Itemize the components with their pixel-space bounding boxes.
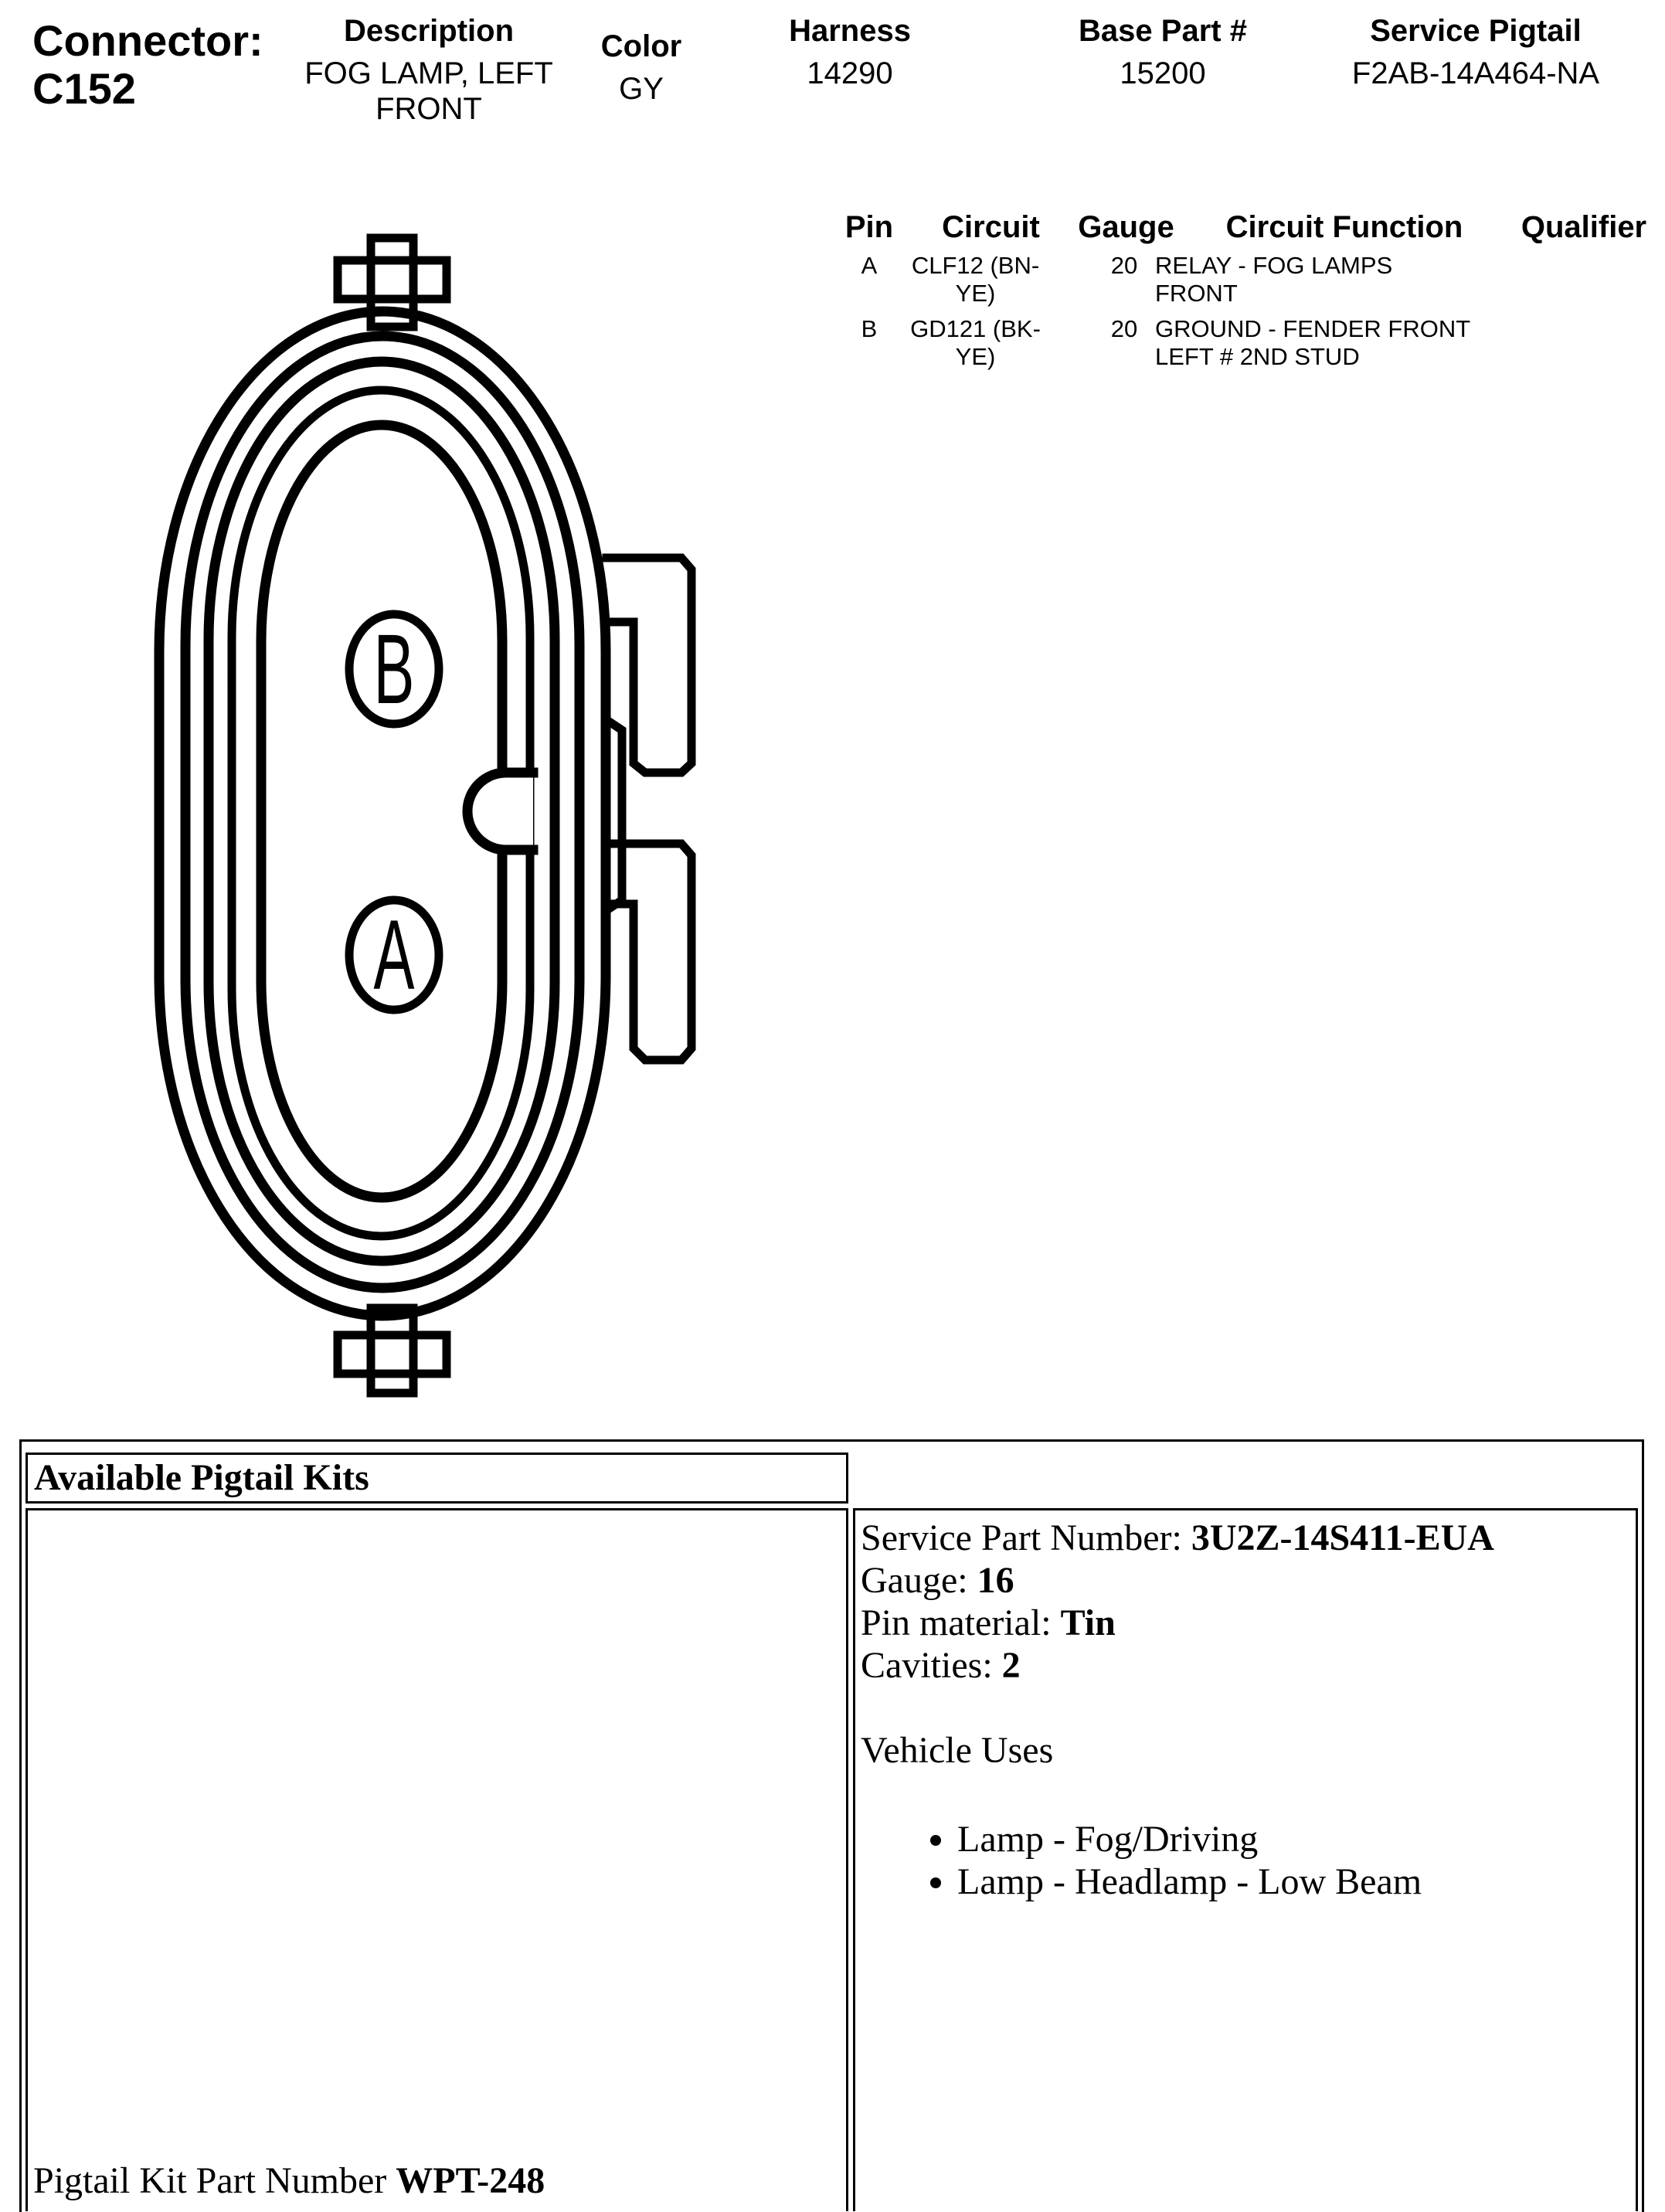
pigtail-kits-title: Available Pigtail Kits [34,1457,369,1498]
pin-id: A [861,252,878,279]
header-description [286,12,572,127]
pin-material-label: Pin material: [861,1602,1061,1643]
base-part-value: 15200 [1120,56,1206,90]
connector-label: Connector: [32,16,263,65]
pin-label-b: B [373,613,415,725]
list-item: • Lamp - Headlamp - Low Beam [957,1860,1626,1903]
keyway-notch [467,773,533,850]
pigtail-kit-specs [861,1517,1626,1903]
service-pigtail-title: Service Pigtail [1370,14,1582,48]
pin-table-header-qualifier: Qualifier [1521,210,1647,244]
pin-label-a: A [373,899,415,1011]
pigtail-kit-left-cell [25,1508,848,2211]
service-part-number-line [861,1517,1626,1559]
connector-heading [32,17,263,113]
kit-part-label: Pigtail Kit Part Number [33,2160,396,2201]
service-part-label: Service Part Number: [861,1517,1191,1558]
pigtail-kit-part-number [33,2159,545,2202]
header-harness [742,12,958,91]
table-row [834,252,1653,314]
harness-title: Harness [789,14,911,48]
pin-material-value: Tin [1060,1602,1116,1643]
vehicle-uses-label: Vehicle Uses [861,1730,1054,1771]
pin-table-header-gauge: Gauge [1078,210,1174,244]
side-tabs [607,558,691,1060]
circuit-function: GROUND - FENDER FRONT LEFT # 2ND STUD [1155,315,1470,370]
color-value: GY [619,72,664,106]
header-base-part [1028,12,1298,91]
connector-face-diagram [139,224,711,1414]
service-pigtail-value: F2AB-14A464-NA [1351,56,1600,90]
service-part-value: 3U2Z-14S411-EUA [1191,1517,1494,1558]
connector-id: C152 [32,64,136,113]
pin-table-header-circuit: Circuit [942,210,1040,244]
description-title: Description [343,14,515,48]
base-part-title: Base Part # [1079,14,1247,48]
pin-material-line [861,1602,1626,1644]
housing-outlines [159,311,606,1316]
pin-table-header-function: Circuit Function [1225,210,1463,244]
kit-part-value: WPT-248 [396,2160,545,2201]
pin-table-header-pin: Pin [844,210,894,244]
circuit-function: RELAY - FOG LAMPS FRONT [1155,252,1393,307]
pin-id: B [861,315,878,342]
circuit-code: GD121 (BK-YE) [910,315,1041,370]
vehicle-uses-list [861,1818,1626,1903]
header-color [572,28,711,107]
header-service-pigtail [1313,12,1638,91]
cavities-line [861,1644,1626,1687]
table-row [834,315,1653,377]
gauge-spec-value: 16 [977,1560,1014,1601]
bottom-latch [338,1308,447,1393]
gauge-line [861,1559,1626,1602]
cavities-label: Cavities: [861,1645,1002,1686]
list-item: • Lamp - Fog/Driving [957,1818,1626,1860]
pigtail-kit-right-cell [853,1508,1638,2211]
pigtail-kits-title-cell [25,1453,848,1504]
harness-value: 14290 [807,56,893,90]
gauge-label: Gauge: [861,1560,977,1601]
color-title: Color [600,29,682,63]
cavities-value: 2 [1001,1645,1021,1686]
gauge-value: 20 [1110,252,1138,279]
gauge-value: 20 [1110,315,1138,342]
description-value: FOG LAMP, LEFT FRONT [304,56,553,126]
circuit-code: CLF12 (BN-YE) [911,252,1040,307]
